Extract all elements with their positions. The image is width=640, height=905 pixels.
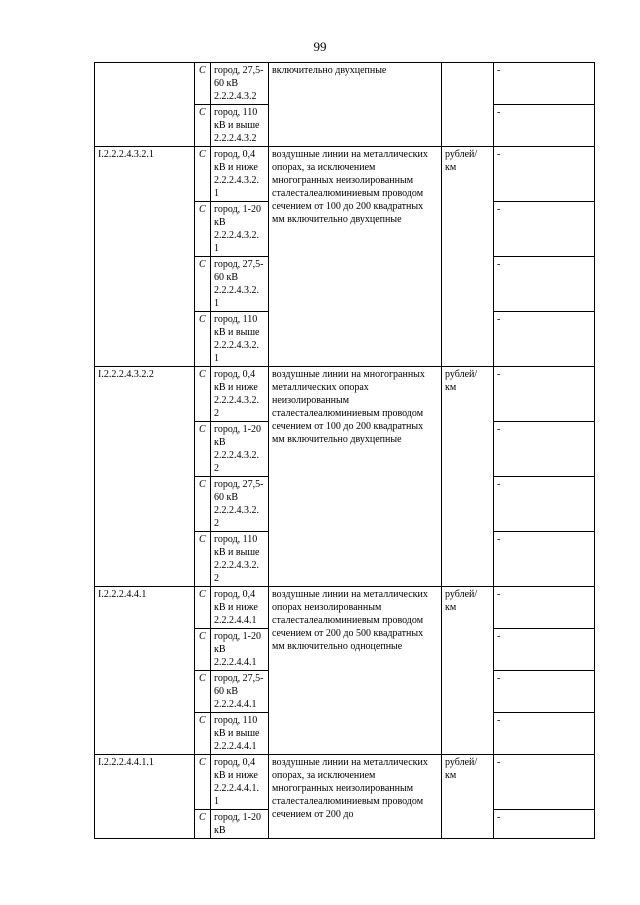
value-cell: - — [494, 629, 595, 671]
value-cell: - — [494, 257, 595, 312]
s-cell: С — [195, 367, 211, 422]
s-cell: С — [195, 63, 211, 105]
rates-table — [94, 62, 595, 839]
value-cell: - — [494, 63, 595, 105]
value-cell: - — [494, 105, 595, 147]
range-cell: город, 27,5-60 кВ 2.2.2.4.4.1 — [211, 671, 269, 713]
s-cell: С — [195, 312, 211, 367]
table-row — [95, 147, 595, 202]
unit-cell — [442, 63, 494, 147]
code-cell: I.2.2.2.4.3.2.1 — [95, 147, 195, 367]
range-cell: город, 110 кВ и выше 2.2.2.4.3.2. 2 — [211, 532, 269, 587]
range-cell: город, 27,5-60 кВ 2.2.2.4.3.2. 1 — [211, 257, 269, 312]
value-cell: - — [494, 810, 595, 839]
range-cell: город, 27,5-60 кВ 2.2.2.4.3.2. 2 — [211, 477, 269, 532]
s-cell: С — [195, 810, 211, 839]
range-cell: город, 110 кВ и выше 2.2.2.4.3.2 — [211, 105, 269, 147]
description-cell: воздушные линии на металлических опорах неизолированным сталесталеалюминиевым проводом сечением от 200 до 500 квадратных мм включительно одноцепные — [269, 587, 442, 755]
s-cell: С — [195, 671, 211, 713]
range-cell: город, 1-20 кВ 2.2.2.4.3.2. 1 — [211, 202, 269, 257]
s-cell: С — [195, 257, 211, 312]
code-cell: I.2.2.2.4.4.1 — [95, 587, 195, 755]
range-cell: город, 27,5-60 кВ 2.2.2.4.3.2 — [211, 63, 269, 105]
value-cell: - — [494, 671, 595, 713]
code-cell: I.2.2.2.4.4.1.1 — [95, 755, 195, 839]
value-cell: - — [494, 312, 595, 367]
value-cell: - — [494, 532, 595, 587]
s-cell: С — [195, 713, 211, 755]
unit-cell: рублей/ км — [442, 367, 494, 587]
range-cell: город, 0,4 кВ и ниже 2.2.2.4.4.1. 1 — [211, 755, 269, 810]
range-cell: город, 0,4 кВ и ниже 2.2.2.4.4.1 — [211, 587, 269, 629]
description-cell: воздушные линии на многогранных металлических опорах неизолированным сталесталеалюминиевым проводом сечением от 100 до 200 квадратных мм включительно двухцепные — [269, 367, 442, 587]
table-row — [95, 367, 595, 422]
value-cell: - — [494, 477, 595, 532]
range-cell: город, 1-20 кВ 2.2.2.4.3.2. 2 — [211, 422, 269, 477]
range-cell: город, 0,4 кВ и ниже 2.2.2.4.3.2. 1 — [211, 147, 269, 202]
unit-cell: рублей/ км — [442, 755, 494, 839]
s-cell: С — [195, 477, 211, 532]
s-cell: С — [195, 202, 211, 257]
s-cell: С — [195, 105, 211, 147]
unit-cell: рублей/ км — [442, 587, 494, 755]
s-cell: С — [195, 422, 211, 477]
s-cell: С — [195, 532, 211, 587]
range-cell: город, 1-20 кВ — [211, 810, 269, 839]
range-cell: город, 1-20 кВ 2.2.2.4.4.1 — [211, 629, 269, 671]
value-cell: - — [494, 587, 595, 629]
value-cell: - — [494, 422, 595, 477]
s-cell: С — [195, 629, 211, 671]
range-cell: город, 110 кВ и выше 2.2.2.4.3.2. 1 — [211, 312, 269, 367]
table-row — [95, 63, 595, 105]
table-row — [95, 755, 595, 810]
code-cell — [95, 63, 195, 147]
value-cell: - — [494, 202, 595, 257]
description-cell: воздушные линии на металлических опорах, за исключением многогранных неизолированным сталесталеалюминиевым проводом сечением от 200 до — [269, 755, 442, 839]
value-cell: - — [494, 367, 595, 422]
value-cell: - — [494, 713, 595, 755]
range-cell: город, 0,4 кВ и ниже 2.2.2.4.3.2. 2 — [211, 367, 269, 422]
page-number: 99 — [313, 39, 327, 54]
s-cell: С — [195, 587, 211, 629]
code-cell: I.2.2.2.4.3.2.2 — [95, 367, 195, 587]
description-cell: включительно двухцепные — [269, 63, 442, 147]
s-cell: С — [195, 147, 211, 202]
table-row — [95, 587, 595, 629]
value-cell: - — [494, 755, 595, 810]
s-cell: С — [195, 755, 211, 810]
unit-cell: рублей/ км — [442, 147, 494, 367]
description-cell: воздушные линии на металлических опорах, за исключением многогранных неизолированным сталесталеалюминиевым проводом сечением от 100 до 200 квадратных мм включительно двухцепные — [269, 147, 442, 367]
value-cell: - — [494, 147, 595, 202]
range-cell: город, 110 кВ и выше 2.2.2.4.4.1 — [211, 713, 269, 755]
